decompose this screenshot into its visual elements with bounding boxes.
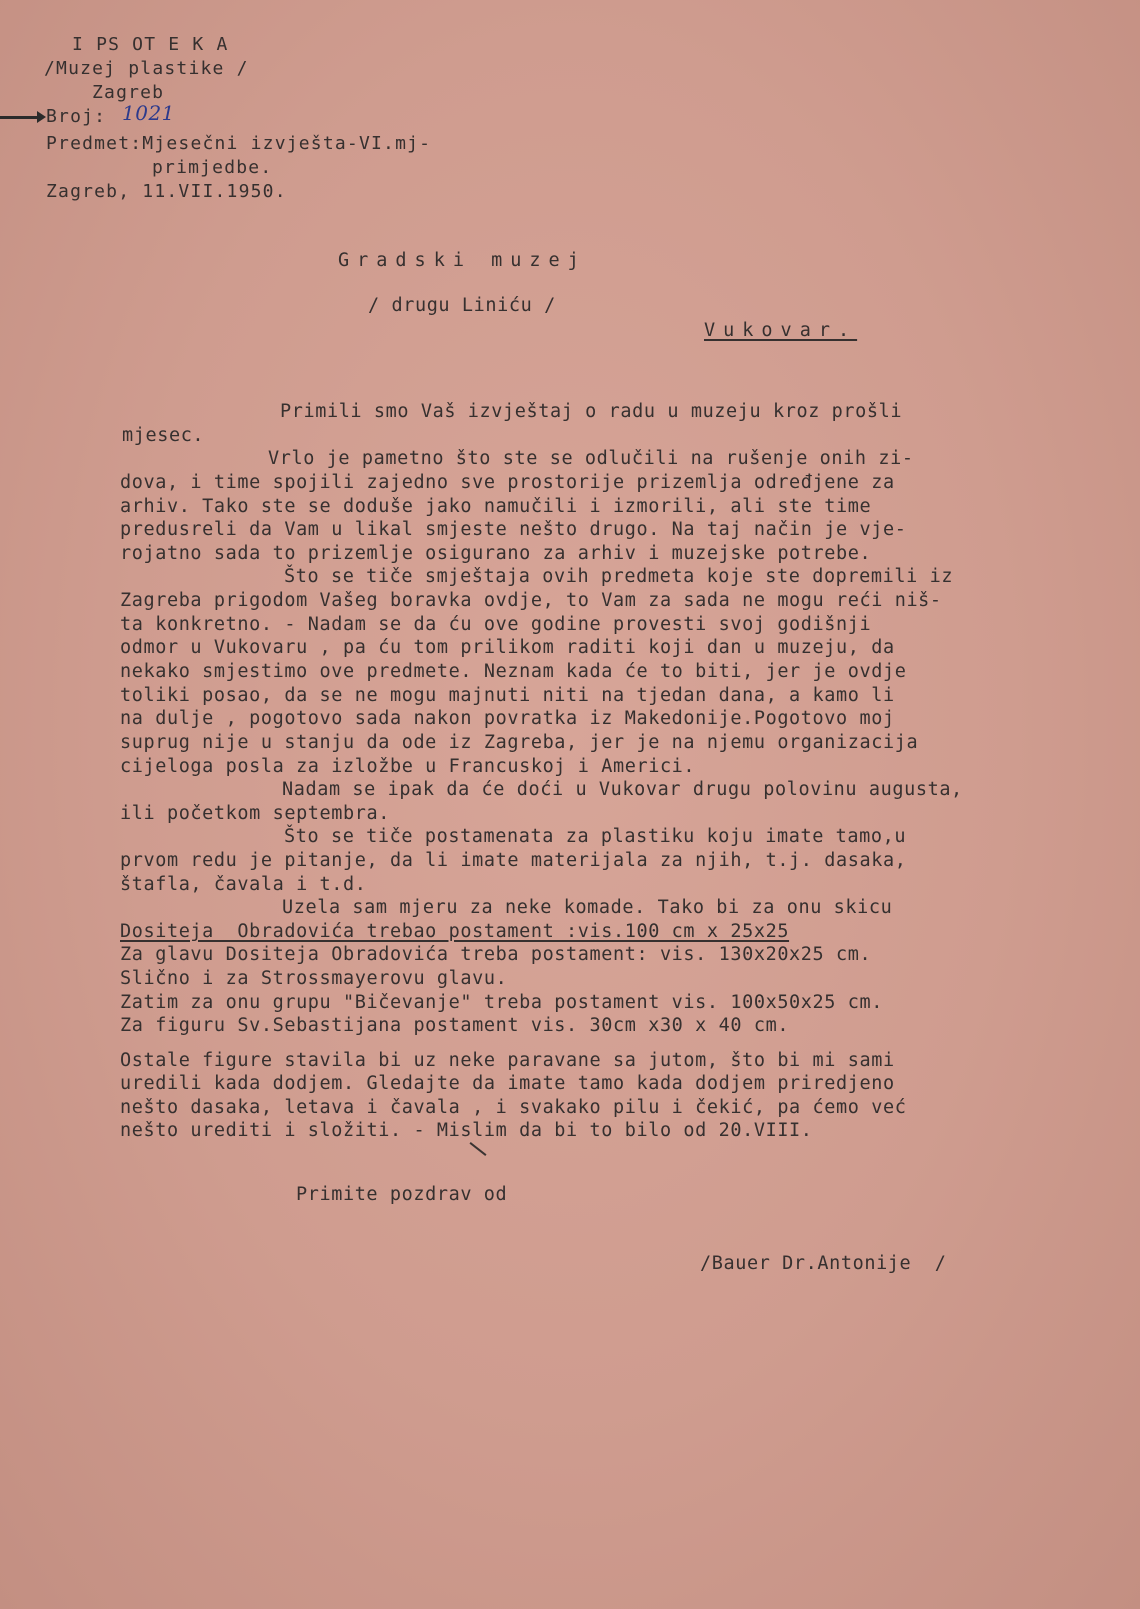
body-line: uredili kada dodjem. Gledajte da imate tamo kada dodjem priredjeno <box>120 1073 895 1094</box>
body-line: Zatim za onu grupu "Bičevanje" treba postament vis. 100x50x25 cm. <box>120 992 883 1013</box>
body-line: Dositeja Obradovića trebao postament :vis.100 cm x 25x25 <box>120 921 790 942</box>
body-line: Zagreba prigodom Vašeg boravka ovdje, to Vam za sada ne mogu reći niš- <box>120 590 942 611</box>
recipient-city: Vukovar. <box>704 320 858 341</box>
body-line: na dulje , pogotovo sada nakon povratka iz Makedonije.Pogotovo moj <box>120 708 895 729</box>
body-line: cijeloga posla za izložbe u Francuskoj i Americi. <box>120 756 696 777</box>
number-label: Broj: <box>46 106 107 127</box>
body-line: Uzela sam mjeru za neke komade. Tako bi za onu skicu <box>282 897 893 918</box>
body-line: rojatno sada to prizemlje osigurano za arhiv i muzejske potrebe. <box>120 543 872 564</box>
body-line: prvom redu je pitanje, da li imate materijala za njih, t.j. dasaka, <box>120 850 907 871</box>
pencil-tick-mark <box>470 1142 487 1156</box>
margin-arrow-mark <box>0 116 40 119</box>
body-line: ta konkretno. - Nadam se da ću ove godine provesti svoj godišnji <box>120 614 872 635</box>
body-line: dova, i time spojili zajedno sve prostorije prizemlja određjene za <box>120 472 895 493</box>
org-line-1: I PS OT E K A <box>72 34 229 55</box>
body-line: Što se tiče smještaja ovih predmeta koje ste dopremili iz <box>284 566 954 587</box>
recipient-attention: / drugu Liniću / <box>368 295 556 316</box>
body-line: Za figuru Sv.Sebastijana postament vis. 30cm x30 x 40 cm. <box>120 1015 790 1036</box>
body-line: toliki posao, da se ne mogu majnuti niti na tjedan dana, a kamo li <box>120 685 895 706</box>
body-line: odmor u Vukovaru , pa ću tom prilikom raditi koji dan u muzeju, da <box>120 637 895 658</box>
body-line: suprug nije u stanju da ode iz Zagreba, jer je na njemu organizacija <box>120 732 919 753</box>
closing-greeting: Primite pozdrav od <box>296 1184 508 1205</box>
body-line: predusreli da Vam u likal smjeste nešto drugo. Na taj način je vje- <box>120 519 907 540</box>
handwritten-number: 1021 <box>122 101 175 125</box>
body-line: Slično i za Strossmayerovu glavu. <box>120 968 508 989</box>
body-line: Primili smo Vaš izvještaj o radu u muzeju kroz prošli <box>280 401 903 422</box>
body-line: Za glavu Dositeja Obradovića treba postament: vis. 130x20x25 cm. <box>120 944 872 965</box>
letter-date: Zagreb, 11.VII.1950. <box>46 181 287 202</box>
body-line: Ostale figure stavila bi uz neke paravane sa jutom, što bi mi sami <box>120 1050 895 1071</box>
body-line: nekako smjestimo ove predmete. Neznam kada će to biti, jer je ovdje <box>120 661 907 682</box>
org-line-3: Zagreb <box>92 82 165 103</box>
org-line-2: /Muzej plastike / <box>44 58 249 79</box>
subject-line-1: Predmet:Mjesečni izvješta-VI.mj- <box>46 133 432 154</box>
body-line: arhiv. Tako ste se doduše jako namučili i izmorili, ali ste time <box>120 496 872 517</box>
recipient-name: Gradski muzej <box>338 250 587 271</box>
body-line: nešto dasaka, letava i čavala , i svakako pilu i čekić, pa ćemo već <box>120 1097 907 1118</box>
body-line: nešto urediti i složiti. - Mislim da bi to bilo od 20.VIII. <box>120 1120 813 1141</box>
body-line: ili početkom septembra. <box>120 803 390 824</box>
body-line: mjesec. <box>122 425 205 446</box>
body-line: Vrlo je pametno što ste se odlučili na rušenje onih zi- <box>268 448 914 469</box>
body-line: štafla, čavala i t.d. <box>120 874 367 895</box>
signature: /Bauer Dr.Antonije / <box>700 1253 947 1274</box>
body-line: Što se tiče postamenata za plastiku koju imate tamo,u <box>284 826 907 847</box>
subject-line-2: primjedbe. <box>152 157 273 178</box>
body-line: Nadam se ipak da će doći u Vukovar drugu polovinu augusta, <box>282 779 963 800</box>
